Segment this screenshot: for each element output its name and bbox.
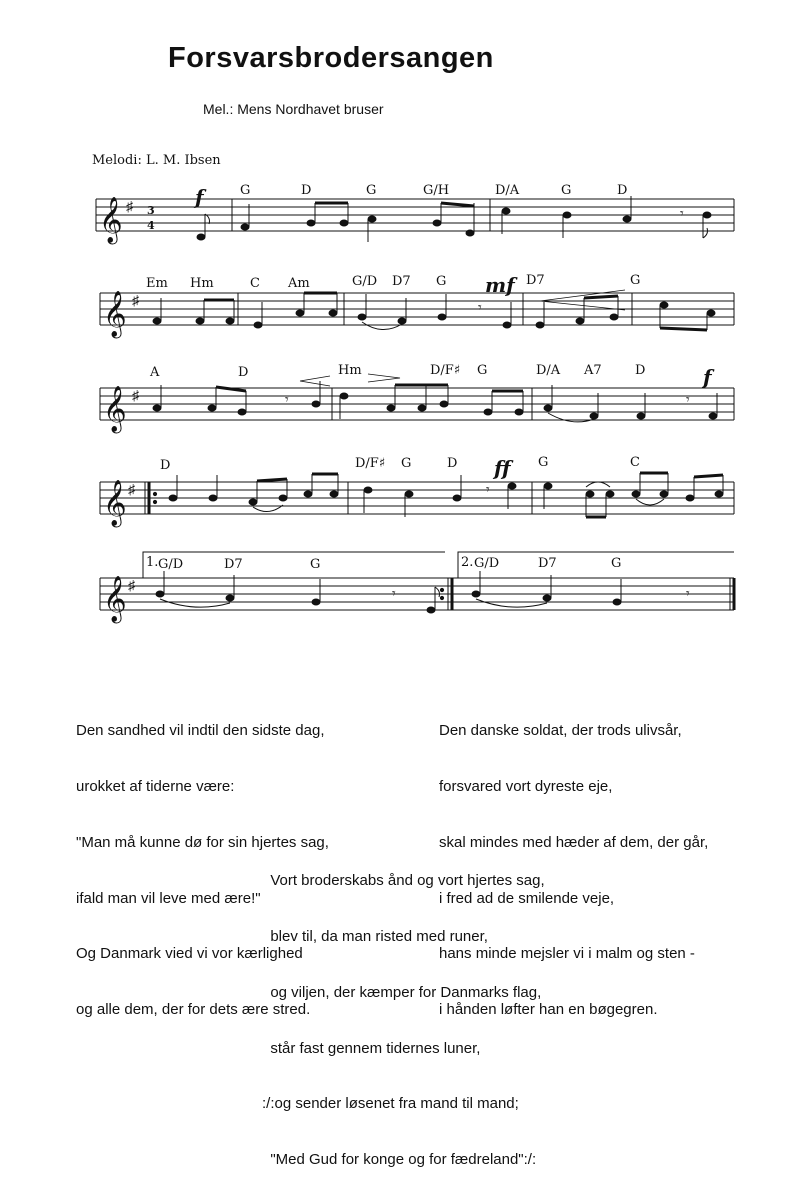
chord-symbol: G xyxy=(611,556,622,571)
key-signature-sharp-3: ♯ xyxy=(132,387,139,403)
lyric-line: i hånden løfter han en bøgegren. xyxy=(439,1001,658,1019)
notes-system-3 xyxy=(153,374,717,422)
chord-symbols-system-2 xyxy=(146,273,640,291)
chord-symbols-system-4 xyxy=(160,455,640,473)
chord-symbol: D/F♯ xyxy=(430,363,461,378)
chord-symbol: D xyxy=(301,183,312,198)
chord-symbol: D xyxy=(160,458,171,473)
chord-symbol: G xyxy=(310,557,321,572)
key-signature-sharp-1: ♯ xyxy=(126,198,133,214)
chord-symbol: G/D xyxy=(474,556,500,571)
rest-3: 𝄾 xyxy=(285,391,289,407)
chord-symbol: G/D xyxy=(352,274,378,289)
chord-symbol: G xyxy=(240,183,251,198)
time-signature: 3 xyxy=(147,204,155,217)
rest-7: 𝄾 xyxy=(686,585,690,601)
chord-symbol: D xyxy=(635,363,646,378)
chord-symbol: Hm xyxy=(338,363,362,378)
chord-symbol: D xyxy=(617,183,628,198)
verse-3 xyxy=(262,835,545,1188)
chord-symbol: A7 xyxy=(584,363,602,378)
melody-note: Mel.: Mens Nordhavet bruser xyxy=(203,101,384,117)
chord-symbol: Em xyxy=(146,276,168,291)
lyric-line: urokket af tiderne være: xyxy=(76,777,235,795)
staff-system-2 xyxy=(100,293,734,325)
first-ending-label: 1. xyxy=(146,555,159,570)
treble-clef-5: 𝄞 xyxy=(103,576,127,622)
key-signature-sharp-5: ♯ xyxy=(128,577,135,593)
chord-symbol: G xyxy=(366,183,377,198)
staff-system-4 xyxy=(100,482,734,514)
chord-symbol: D7 xyxy=(392,274,411,289)
lyric-line: Den danske soldat, der trods ulivsår, xyxy=(439,722,682,740)
chord-symbol: D/F♯ xyxy=(355,456,386,471)
chord-symbol: D xyxy=(447,456,458,471)
second-ending-label: 2. xyxy=(461,555,474,570)
chord-symbol: G/D xyxy=(158,557,184,572)
staff-system-5 xyxy=(100,552,734,610)
chord-symbol: G xyxy=(561,183,572,198)
dynamic-marking: ff xyxy=(494,456,511,480)
chord-symbol: A xyxy=(150,365,160,380)
lyric-line: i fred ad de smilende veje, xyxy=(439,889,615,907)
chord-symbols-system-1 xyxy=(240,183,627,198)
chord-symbol: G/H xyxy=(423,183,450,198)
chord-symbol: D/A xyxy=(536,363,561,378)
chord-symbol: D/A xyxy=(495,183,520,198)
time-signature: 4 xyxy=(147,219,155,232)
staff-system-1 xyxy=(96,199,734,231)
chord-symbol: G xyxy=(477,363,488,378)
chord-symbol: Am xyxy=(288,276,310,291)
dynamic-marking: f xyxy=(195,185,204,209)
chord-symbol: D xyxy=(238,365,249,380)
lyric-line: Og Danmark vied vi vor kærlighed xyxy=(76,945,303,963)
treble-clef-2: 𝄞 xyxy=(103,291,127,337)
key-signature-sharp-2: ♯ xyxy=(132,292,139,308)
lyric-line: og alle dem, der for dets ære stred. xyxy=(76,1001,311,1019)
composer-credit: Melodi: L. M. Ibsen xyxy=(92,153,221,168)
notes-system-2 xyxy=(153,290,715,330)
notes-system-5 xyxy=(156,571,621,613)
lyric-line: hans minde mejsler vi i malm og sten - xyxy=(439,945,695,963)
chord-symbol: G xyxy=(436,274,447,289)
chord-symbol: C xyxy=(630,455,640,470)
rest-5: 𝄾 xyxy=(486,481,490,497)
lyric-line: blev til, da man risted med runer, xyxy=(262,927,488,945)
dynamic-marking: mf xyxy=(485,273,515,297)
lyric-line: :/:og sender løsenet fra mand til mand; xyxy=(262,1095,519,1113)
chord-symbols-system-5 xyxy=(158,556,621,572)
lyric-line: står fast gennem tidernes luner, xyxy=(262,1039,481,1057)
rest-4: 𝄾 xyxy=(686,391,690,407)
lyric-line: "Man må kunne dø for sin hjertes sag, xyxy=(76,833,329,851)
chord-symbol: C xyxy=(250,276,260,291)
chord-symbol: D7 xyxy=(224,557,243,572)
lyric-line: "Med Gud for konge og for fædreland":/: xyxy=(262,1151,537,1169)
chord-symbol: Hm xyxy=(190,276,214,291)
chord-symbol: G xyxy=(538,455,549,470)
chord-symbol: D7 xyxy=(538,556,557,571)
lyric-line: og viljen, der kæmper for Danmarks flag, xyxy=(262,983,542,1001)
lyric-line: ifald man vil leve med ære!" xyxy=(76,889,261,907)
dynamic-marking: f xyxy=(703,365,712,389)
treble-clef-1: 𝄞 xyxy=(99,197,123,243)
notes-system-4 xyxy=(153,473,723,517)
lyric-line: Den sandhed vil indtil den sidste dag, xyxy=(76,722,325,740)
rest-2: 𝄾 xyxy=(478,299,482,315)
song-title: Forsvarsbrodersangen xyxy=(168,42,494,74)
rest-6: 𝄾 xyxy=(392,585,396,601)
key-signature-sharp-4: ♯ xyxy=(128,481,135,497)
chord-symbol: G xyxy=(630,273,641,288)
rest-1: 𝄾 xyxy=(680,205,684,221)
lyric-line: Vort broderskabs ånd og vort hjertes sag, xyxy=(262,872,545,890)
lyric-line: skal mindes med hæder af dem, der går, xyxy=(439,833,709,851)
chord-symbol: G xyxy=(401,456,412,471)
treble-clef-3: 𝄞 xyxy=(103,386,127,432)
treble-clef-4: 𝄞 xyxy=(103,480,127,526)
lyric-line: forsvared vort dyreste eje, xyxy=(439,777,613,795)
notes-system-1 xyxy=(197,196,711,242)
chord-symbol: D7 xyxy=(526,273,545,288)
